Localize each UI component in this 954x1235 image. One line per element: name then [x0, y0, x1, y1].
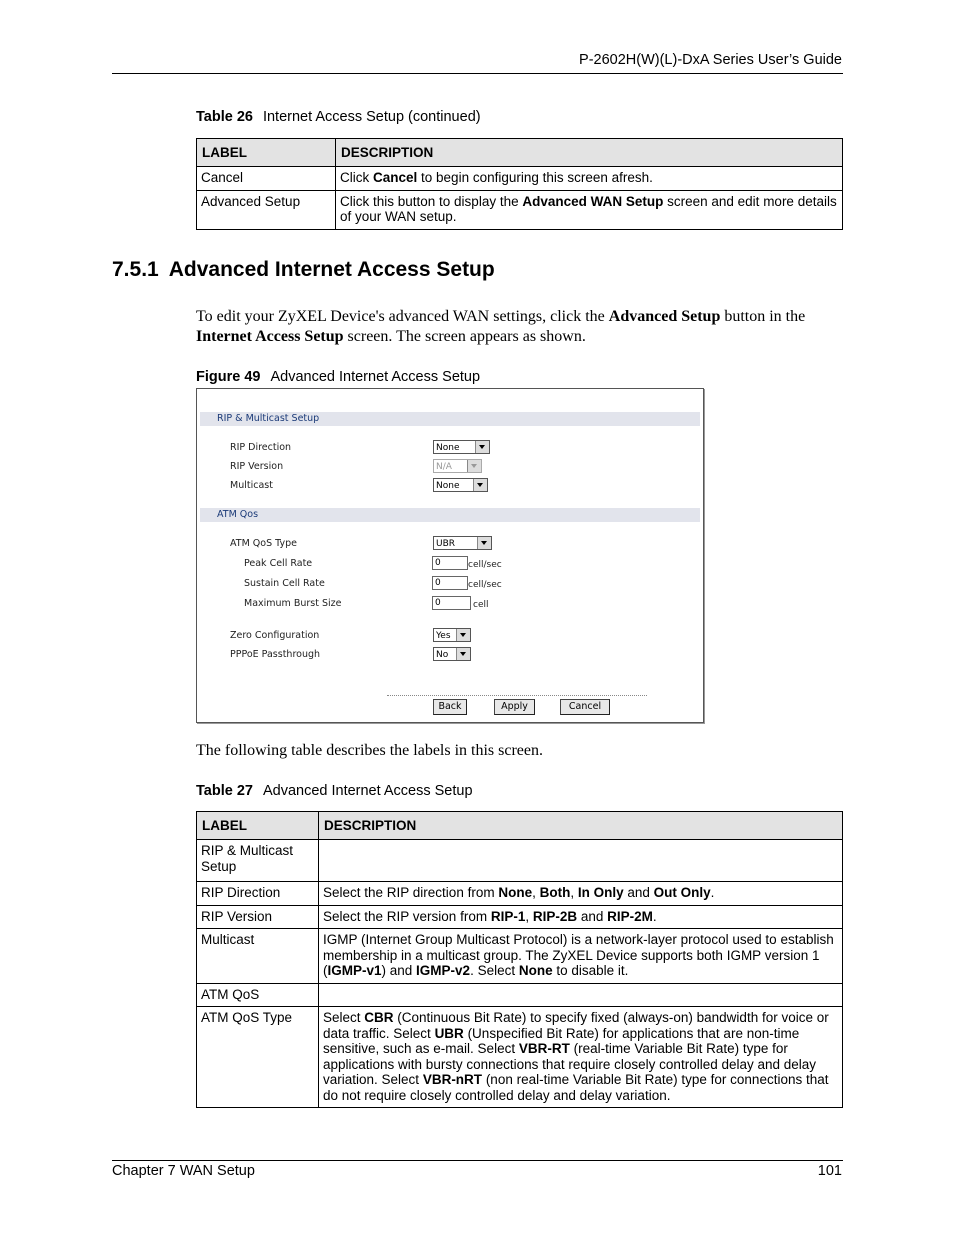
row-label: ATM QoS [197, 983, 319, 1007]
divider [387, 695, 647, 696]
chevron-down-icon [456, 648, 470, 660]
sustain-cell-rate-input[interactable]: 0 [432, 576, 468, 590]
back-button[interactable]: Back [433, 699, 467, 715]
multicast-label: Multicast [230, 480, 273, 491]
atm-qos-type-select[interactable]: UBR [433, 536, 492, 550]
figure-49-caption [196, 369, 480, 385]
zero-config-select[interactable]: Yes [433, 628, 471, 642]
table-26-number: Table 26 [196, 109, 253, 125]
rip-version-label: RIP Version [230, 461, 284, 472]
intro-paragraph: To edit your ZyXEL Device's advanced WAN settings, click the Advanced Setup button in the Internet Access Setup screen. The screen appears as shown. [196, 308, 806, 345]
multicast-select[interactable]: None [433, 478, 488, 492]
row-desc: Select the RIP direction from None, Both, In Only and Out Only. [319, 882, 843, 906]
footer-rule [112, 1160, 843, 1161]
row-label: RIP Direction [197, 882, 319, 906]
apply-button[interactable]: Apply [494, 699, 535, 715]
atm-qos-type-label: ATM QoS Type [230, 538, 297, 549]
table-27-caption [196, 783, 473, 799]
chevron-down-icon [477, 537, 491, 549]
table-row [197, 1007, 843, 1108]
table-27-col-desc: DESCRIPTION [319, 812, 843, 840]
row-desc: Click Cancel to begin configuring this screen afresh. [336, 167, 843, 191]
table-27 [196, 811, 843, 1108]
row-desc: Select CBR (Continuous Bit Rate) to specify fixed (always-on) bandwidth for voice or data traffic. Select UBR (Unspecified Bit Rate) for applications that are non-time sensitive, such as e-mail. Select VBR-RT (real-time Variable Bit Rate) type for applications with bursty connections that require closely controlled delay and delay variation. Select VBR-nRT (non real-time Variable Bit Rate) type for connections that do not require closely controlled delay and delay variation. [319, 1007, 843, 1108]
chevron-down-icon [475, 441, 489, 453]
max-burst-size-unit: cell [473, 600, 489, 610]
row-label: RIP & Multicast Setup [197, 840, 319, 882]
table-26-title: Internet Access Setup (continued) [262, 109, 481, 125]
rip-direction-select[interactable]: None [433, 440, 490, 454]
chevron-down-icon [456, 629, 470, 641]
figure-49-number: Figure 49 [196, 369, 261, 385]
rip-multicast-band: RIP & Multicast Setup [200, 412, 700, 426]
zero-config-label: Zero Configuration [230, 630, 320, 641]
row-label: Advanced Setup [197, 190, 336, 229]
table-row [197, 190, 843, 229]
row-desc: IGMP (Internet Group Multicast Protocol) is a network-layer protocol used to establish membership in a multicast group. The ZyXEL Device supports both IGMP version 1 (IGMP-v1) and IGMP-v2. Select None to disable it. [319, 929, 843, 984]
row-desc: Click this button to display the Advanced WAN Setup screen and edit more details of your WAN setup. [336, 190, 843, 229]
table-26 [196, 138, 843, 230]
sustain-cell-rate-label: Sustain Cell Rate [244, 578, 325, 589]
table-26-caption [196, 109, 481, 125]
table-27-number: Table 27 [196, 783, 253, 799]
max-burst-size-label: Maximum Burst Size [244, 598, 342, 609]
row-label: Cancel [197, 167, 336, 191]
guide-title: P-2602H(W)(L)-DxA Series User’s Guide [579, 52, 842, 68]
table-row [197, 167, 843, 191]
section-title: Advanced Internet Access Setup [168, 258, 495, 281]
figure-49-title: Advanced Internet Access Setup [270, 369, 481, 385]
table-row [197, 840, 843, 882]
table-27-col-label: LABEL [197, 812, 319, 840]
row-label: RIP Version [197, 905, 319, 929]
footer-chapter: Chapter 7 WAN Setup [112, 1163, 255, 1179]
atm-qos-band: ATM Qos [200, 508, 700, 522]
rip-version-select[interactable]: N/A [433, 459, 482, 473]
cancel-button[interactable]: Cancel [560, 699, 610, 715]
header-rule [112, 73, 843, 74]
following-text: The following table describes the labels in this screen. [196, 742, 544, 759]
row-label: Multicast [197, 929, 319, 984]
section-heading [112, 258, 495, 282]
section-number: 7.5.1 [112, 258, 159, 281]
table-26-col-label: LABEL [197, 139, 336, 167]
table-row [197, 929, 843, 984]
row-label: ATM QoS Type [197, 1007, 319, 1108]
table-row [197, 905, 843, 929]
peak-cell-rate-unit: cell/sec [468, 560, 502, 570]
footer-page-number: 101 [817, 1163, 842, 1179]
table-26-col-desc: DESCRIPTION [336, 139, 843, 167]
pppoe-passthrough-select[interactable]: No [433, 647, 471, 661]
row-desc: Select the RIP version from RIP-1, RIP-2B and RIP-2M. [319, 905, 843, 929]
max-burst-size-input[interactable]: 0 [432, 596, 471, 610]
row-desc [319, 983, 843, 1007]
advanced-access-screen [196, 388, 704, 723]
row-desc [319, 840, 843, 882]
chevron-down-icon [473, 479, 487, 491]
table-row [197, 882, 843, 906]
sustain-cell-rate-unit: cell/sec [468, 580, 502, 590]
table-27-title: Advanced Internet Access Setup [262, 783, 473, 799]
peak-cell-rate-label: Peak Cell Rate [244, 558, 313, 569]
chevron-down-icon [467, 460, 481, 472]
peak-cell-rate-input[interactable]: 0 [432, 556, 468, 570]
rip-direction-label: RIP Direction [230, 442, 292, 453]
pppoe-passthrough-label: PPPoE Passthrough [230, 649, 321, 660]
table-row [197, 983, 843, 1007]
